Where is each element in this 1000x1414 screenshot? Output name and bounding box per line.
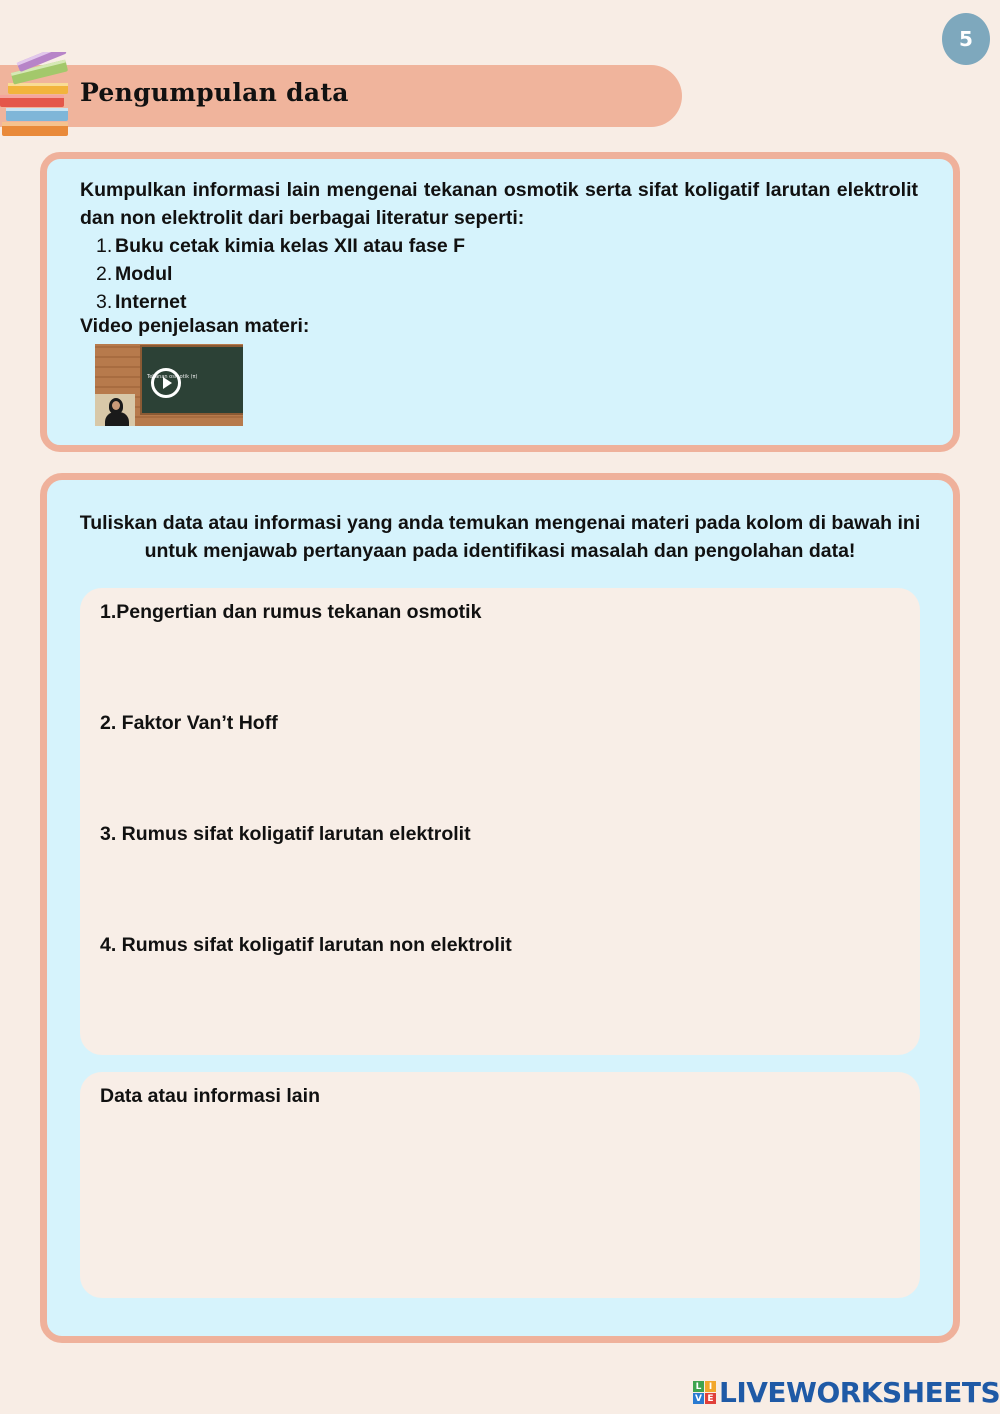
list-label: Internet xyxy=(115,291,187,313)
logo-letter: L xyxy=(693,1381,704,1392)
logo-letter: E xyxy=(705,1393,716,1404)
books-stack-icon xyxy=(0,52,80,140)
question-2: 2. Faktor Van’t Hoff xyxy=(100,712,278,734)
play-icon[interactable] xyxy=(151,368,181,398)
list-label: Buku cetak kimia kelas XII atau fase F xyxy=(115,235,466,257)
presenter-body xyxy=(105,412,129,426)
list-number: 3. xyxy=(96,291,113,313)
board-text: Tekanan osmotik (π) xyxy=(147,374,198,380)
section-title: Pengumpulan data xyxy=(80,78,349,107)
play-triangle xyxy=(163,377,172,389)
list-item xyxy=(96,232,465,260)
other-info-label: Data atau informasi lain xyxy=(100,1085,320,1107)
list-item xyxy=(96,260,465,288)
video-label: Video penjelasan materi: xyxy=(80,315,310,337)
brand-logo-icon xyxy=(693,1381,716,1404)
brand-text: LIVEWORKSHEETS xyxy=(719,1376,1000,1409)
logo-letter: V xyxy=(693,1393,704,1404)
video-thumbnail[interactable] xyxy=(95,344,243,426)
list-label: Modul xyxy=(115,263,173,285)
list-item xyxy=(96,288,465,316)
question-1: 1.Pengertian dan rumus tekanan osmotik xyxy=(100,601,482,623)
presenter-image xyxy=(95,394,135,426)
intro-text: Kumpulkan informasi lain mengenai tekanan osmotik serta sifat koligatif larutan elektrolit dan non elektrolit dari berbagai literatur seperti: xyxy=(80,179,918,229)
logo-letter: I xyxy=(705,1381,716,1392)
instruction-text: Tuliskan data atau informasi yang anda temukan mengenai materi pada kolom di bawah ini untuk menjawab pertanyaan pada identifikasi masalah dan pengolahan data! xyxy=(79,512,921,562)
question-4: 4. Rumus sifat koligatif larutan non elektrolit xyxy=(100,934,512,956)
page-number: 5 xyxy=(942,13,990,65)
list-number: 2. xyxy=(96,263,113,285)
answer-area[interactable] xyxy=(80,588,920,1055)
list-number: 1. xyxy=(96,235,113,257)
presenter-face xyxy=(112,401,120,410)
question-3: 3. Rumus sifat koligatif larutan elektrolit xyxy=(100,823,471,845)
source-list xyxy=(96,232,465,316)
brand-logo xyxy=(693,1376,1000,1409)
